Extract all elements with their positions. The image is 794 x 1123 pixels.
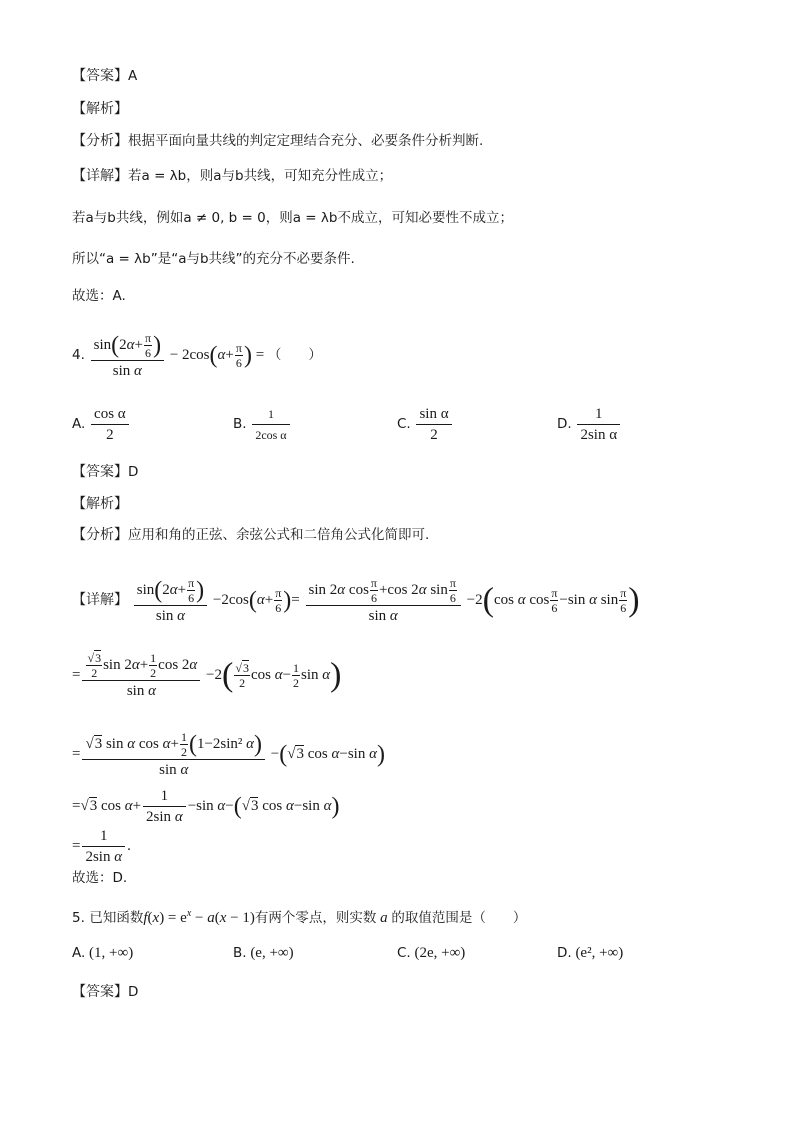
detail-text-1: 若a = λb，则a与b共线，可知充分性成立； [128,168,393,184]
q4-option-d [557,404,622,445]
option-letter: C. [397,945,411,961]
option-letter: A. [72,945,86,961]
choose-text: 故选：A. [72,288,126,304]
q4-option-b [233,404,292,445]
q4-detail-step-2: = $\frac{√3}{2}$ sin 2α+ $\frac{1}{2}$ cos 2α sin α −2( $\frac{√3}{2}$ cos α− $\frac{1}{2}$ sin α) [72,650,342,699]
q5-option-a [72,945,133,962]
option-text: (1, +∞) [89,945,134,961]
analysis-tag: 【分析】 [72,527,128,543]
q5-option-b [233,945,294,962]
answer-value: D [128,464,139,480]
option-letter: C. [397,415,411,432]
q4-analysis-line [72,525,429,545]
answer-tag: 【答案】 [72,984,128,1000]
q5-option-d [557,945,623,962]
option-text: (e², +∞) [575,945,624,961]
q4-detail-step-4: =√3 cos α+ $\frac{1}{\text{2sin α}}$ −sin α−(√3 cos α−sin α) [72,788,340,826]
q3-answer-line [72,66,137,86]
q3-detail-line-1 [72,166,392,186]
q4-jiexi-line [72,494,128,514]
answer-tag: 【答案】 [72,68,128,84]
option-denominator: 2 [106,427,114,443]
q4-number: 4. [72,347,85,363]
choose-text: 故选：D. [72,870,128,886]
option-numerator: cos α [91,404,129,425]
option-letter: A. [72,415,86,432]
q3-detail-line-3 [72,249,355,269]
option-denominator: 2sin α [580,427,618,443]
q4-detail-step-1: 【详解】 sin(2α+ $\frac{\pi}{6}$ ) sin α −2cos(α+ $\frac{\pi}{6}$ )= sin 2α cos $\frac{\pi}{6}$ +cos 2α sin $\frac{\pi}{6}$ sin α −2(cos α cos $\frac{\pi}{6}$ −sin α sin $\frac{\pi}{6}$ ) [72,575,640,624]
q4-detail-step-3: = √3 sin α cos α+ $\frac{1}{2}$ (1−2sin² α) sin α −(√3 cos α−sin α) [72,729,385,778]
q4-option-c [397,404,454,445]
q4-stem-tail: （ ） [267,347,322,363]
option-text: (e, +∞) [250,945,294,961]
detail-text-3: 所以“a = λb”是“a与b共线”的充分不必要条件. [72,251,355,267]
q4-choose-line [72,868,127,888]
detail-text-2: 若a与b共线，例如a ≠ 0, b = 0，则a = λb不成立，可知必要性不成立； [72,210,513,226]
jiexi-tag: 【解析】 [72,496,128,512]
q5-stem-pre: 已知函数 [89,910,144,926]
answer-value: A [128,68,138,84]
q5-stem-mid: 有两个零点，则实数 [254,910,377,926]
option-text: (2e, +∞) [414,945,466,961]
option-denominator: 2 [430,427,438,443]
analysis-text: 根据平面向量共线的判定定理结合充分、必要条件分析判断. [128,133,484,149]
q5-option-c [397,945,465,962]
option-letter: B. [233,945,247,961]
option-letter: B. [233,415,247,432]
detail-tag: 【详解】 [72,592,128,608]
option-denominator: 2cos α [255,428,287,442]
q4-stem: 4. sin(2α+ $\frac{\pi}{6}$ ) sin α − 2cos(α+ $\frac{\pi}{6}$ ) = （ ） [72,330,322,379]
option-numerator: sin α [416,404,451,425]
q3-detail-line-2 [72,208,513,228]
answer-value: D [128,984,139,1000]
q5-answer-line [72,982,138,1002]
jiexi-tag: 【解析】 [72,101,128,117]
q4-option-a [72,404,131,445]
option-letter: D. [557,945,572,961]
option-numerator: 1 [577,404,620,425]
q5-stem: 5. 已知函数$f(x) = e^x - a(x - 1)$有两个零点，则实数 a 的取值范围是（ ） [72,908,527,926]
q5-stem-post: 的取值范围是（ ） [391,910,527,926]
q4-main-fraction: sin(2α+ $\frac{\pi}{6}$ ) sin α [91,331,164,381]
option-numerator: 1 [252,404,289,425]
q3-jiexi-line [72,99,128,119]
analysis-text: 应用和角的正弦、余弦公式和二倍角公式化简即可. [128,527,430,543]
answer-tag: 【答案】 [72,464,128,480]
q4-detail-step-5: = $\frac{1}{\text{2sin α}}$ . [72,828,131,866]
option-letter: D. [557,415,572,432]
q4-answer-line [72,462,138,482]
detail-tag: 【详解】 [72,168,128,184]
q3-analysis-line [72,131,483,151]
q5-number: 5. [72,910,85,926]
analysis-tag: 【分析】 [72,133,128,149]
q3-choose-line [72,286,126,306]
